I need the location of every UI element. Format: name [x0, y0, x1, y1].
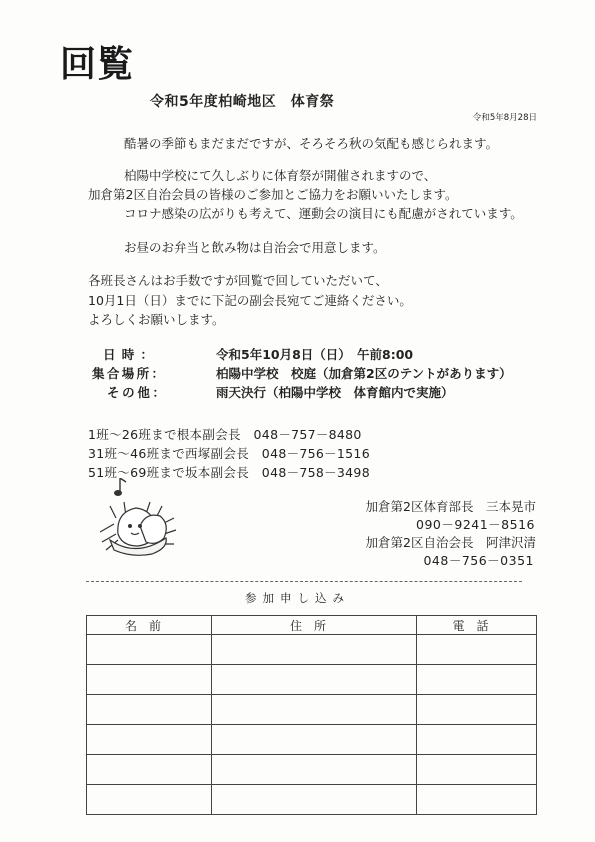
circular-stamp: 回覧	[60, 43, 135, 85]
table-row	[87, 785, 537, 815]
name-cell[interactable]	[87, 695, 212, 725]
column-header-name: 名前	[87, 616, 212, 635]
contact-line: 1班～26班まで根本副会長 048－757－8480	[88, 427, 362, 442]
phone-cell[interactable]	[417, 695, 537, 725]
phone-cell[interactable]	[417, 665, 537, 695]
body-line: 各班長さんはお手数ですが回覧で回していただいて、	[88, 273, 388, 288]
datetime-label: 日時：	[103, 347, 153, 362]
lunch-note: お昼のお弁当と飲み物は自治会で用意します。	[124, 240, 386, 255]
other-label: その他：	[107, 385, 165, 400]
address-cell[interactable]	[212, 635, 417, 665]
place-value: 柏陽中学校 校庭（加倉第2区のテントがあります）	[216, 366, 512, 381]
column-header-address: 住所	[212, 616, 417, 635]
phone-cell[interactable]	[417, 635, 537, 665]
chestnut-illustration	[96, 478, 178, 558]
table-header-row	[87, 616, 537, 635]
page-title: 令和5年度柏崎地区 体育祭	[150, 94, 335, 110]
address-cell[interactable]	[212, 665, 417, 695]
application-title: 参加申し込み	[245, 591, 350, 605]
pe-director-phone: 090－9241－8516	[416, 517, 535, 532]
table-row	[87, 755, 537, 785]
address-cell[interactable]	[212, 755, 417, 785]
cut-line	[86, 581, 522, 582]
body-line: 柏陽中学校にて久しぶりに体育祭が開催されますので、	[124, 168, 437, 183]
name-cell[interactable]	[87, 755, 212, 785]
body-line: 加倉第2区自治会員の皆様のご参加とご協力をお願いいたします。	[88, 187, 458, 202]
application-form-table	[86, 615, 537, 815]
column-header-phone: 電話	[417, 616, 537, 635]
name-cell[interactable]	[87, 725, 212, 755]
phone-cell[interactable]	[417, 755, 537, 785]
chairman-name: 加倉第2区自治会長 阿津沢清	[365, 535, 536, 550]
contact-line: 51班～69班まで坂本副会長 048－758－3498	[88, 465, 370, 480]
table-row	[87, 725, 537, 755]
body-line: コロナ感染の広がりも考えて、運動会の演目にも配慮がされています。	[124, 206, 523, 221]
name-cell[interactable]	[87, 665, 212, 695]
address-cell[interactable]	[212, 725, 417, 755]
table-row	[87, 665, 537, 695]
issue-date: 令和5年8月28日	[472, 113, 537, 123]
address-cell[interactable]	[212, 695, 417, 725]
table-row	[87, 695, 537, 725]
phone-cell[interactable]	[417, 725, 537, 755]
deadline-line: 10月1日（日）までに下記の副会長宛てご連絡ください。	[88, 293, 412, 308]
other-value: 雨天決行（柏陽中学校 体育館内で実施）	[216, 385, 454, 400]
datetime-value: 令和5年10月8日（日） 午前8:00	[216, 347, 414, 362]
address-cell[interactable]	[212, 785, 417, 815]
place-label: 集合場所：	[92, 366, 164, 381]
body-line: よろしくお願いします。	[88, 312, 225, 327]
table-row	[87, 635, 537, 665]
phone-cell[interactable]	[417, 785, 537, 815]
greeting-line: 酷暑の季節もまだまだですが、そろそろ秋の気配も感じられます。	[124, 136, 499, 151]
name-cell[interactable]	[87, 635, 212, 665]
contact-line: 31班～46班まで西塚副会長 048－756－1516	[88, 446, 370, 461]
chairman-phone: 048－756－0351	[423, 553, 534, 568]
pe-director-name: 加倉第2区体育部長 三本晃市	[365, 499, 536, 514]
name-cell[interactable]	[87, 785, 212, 815]
